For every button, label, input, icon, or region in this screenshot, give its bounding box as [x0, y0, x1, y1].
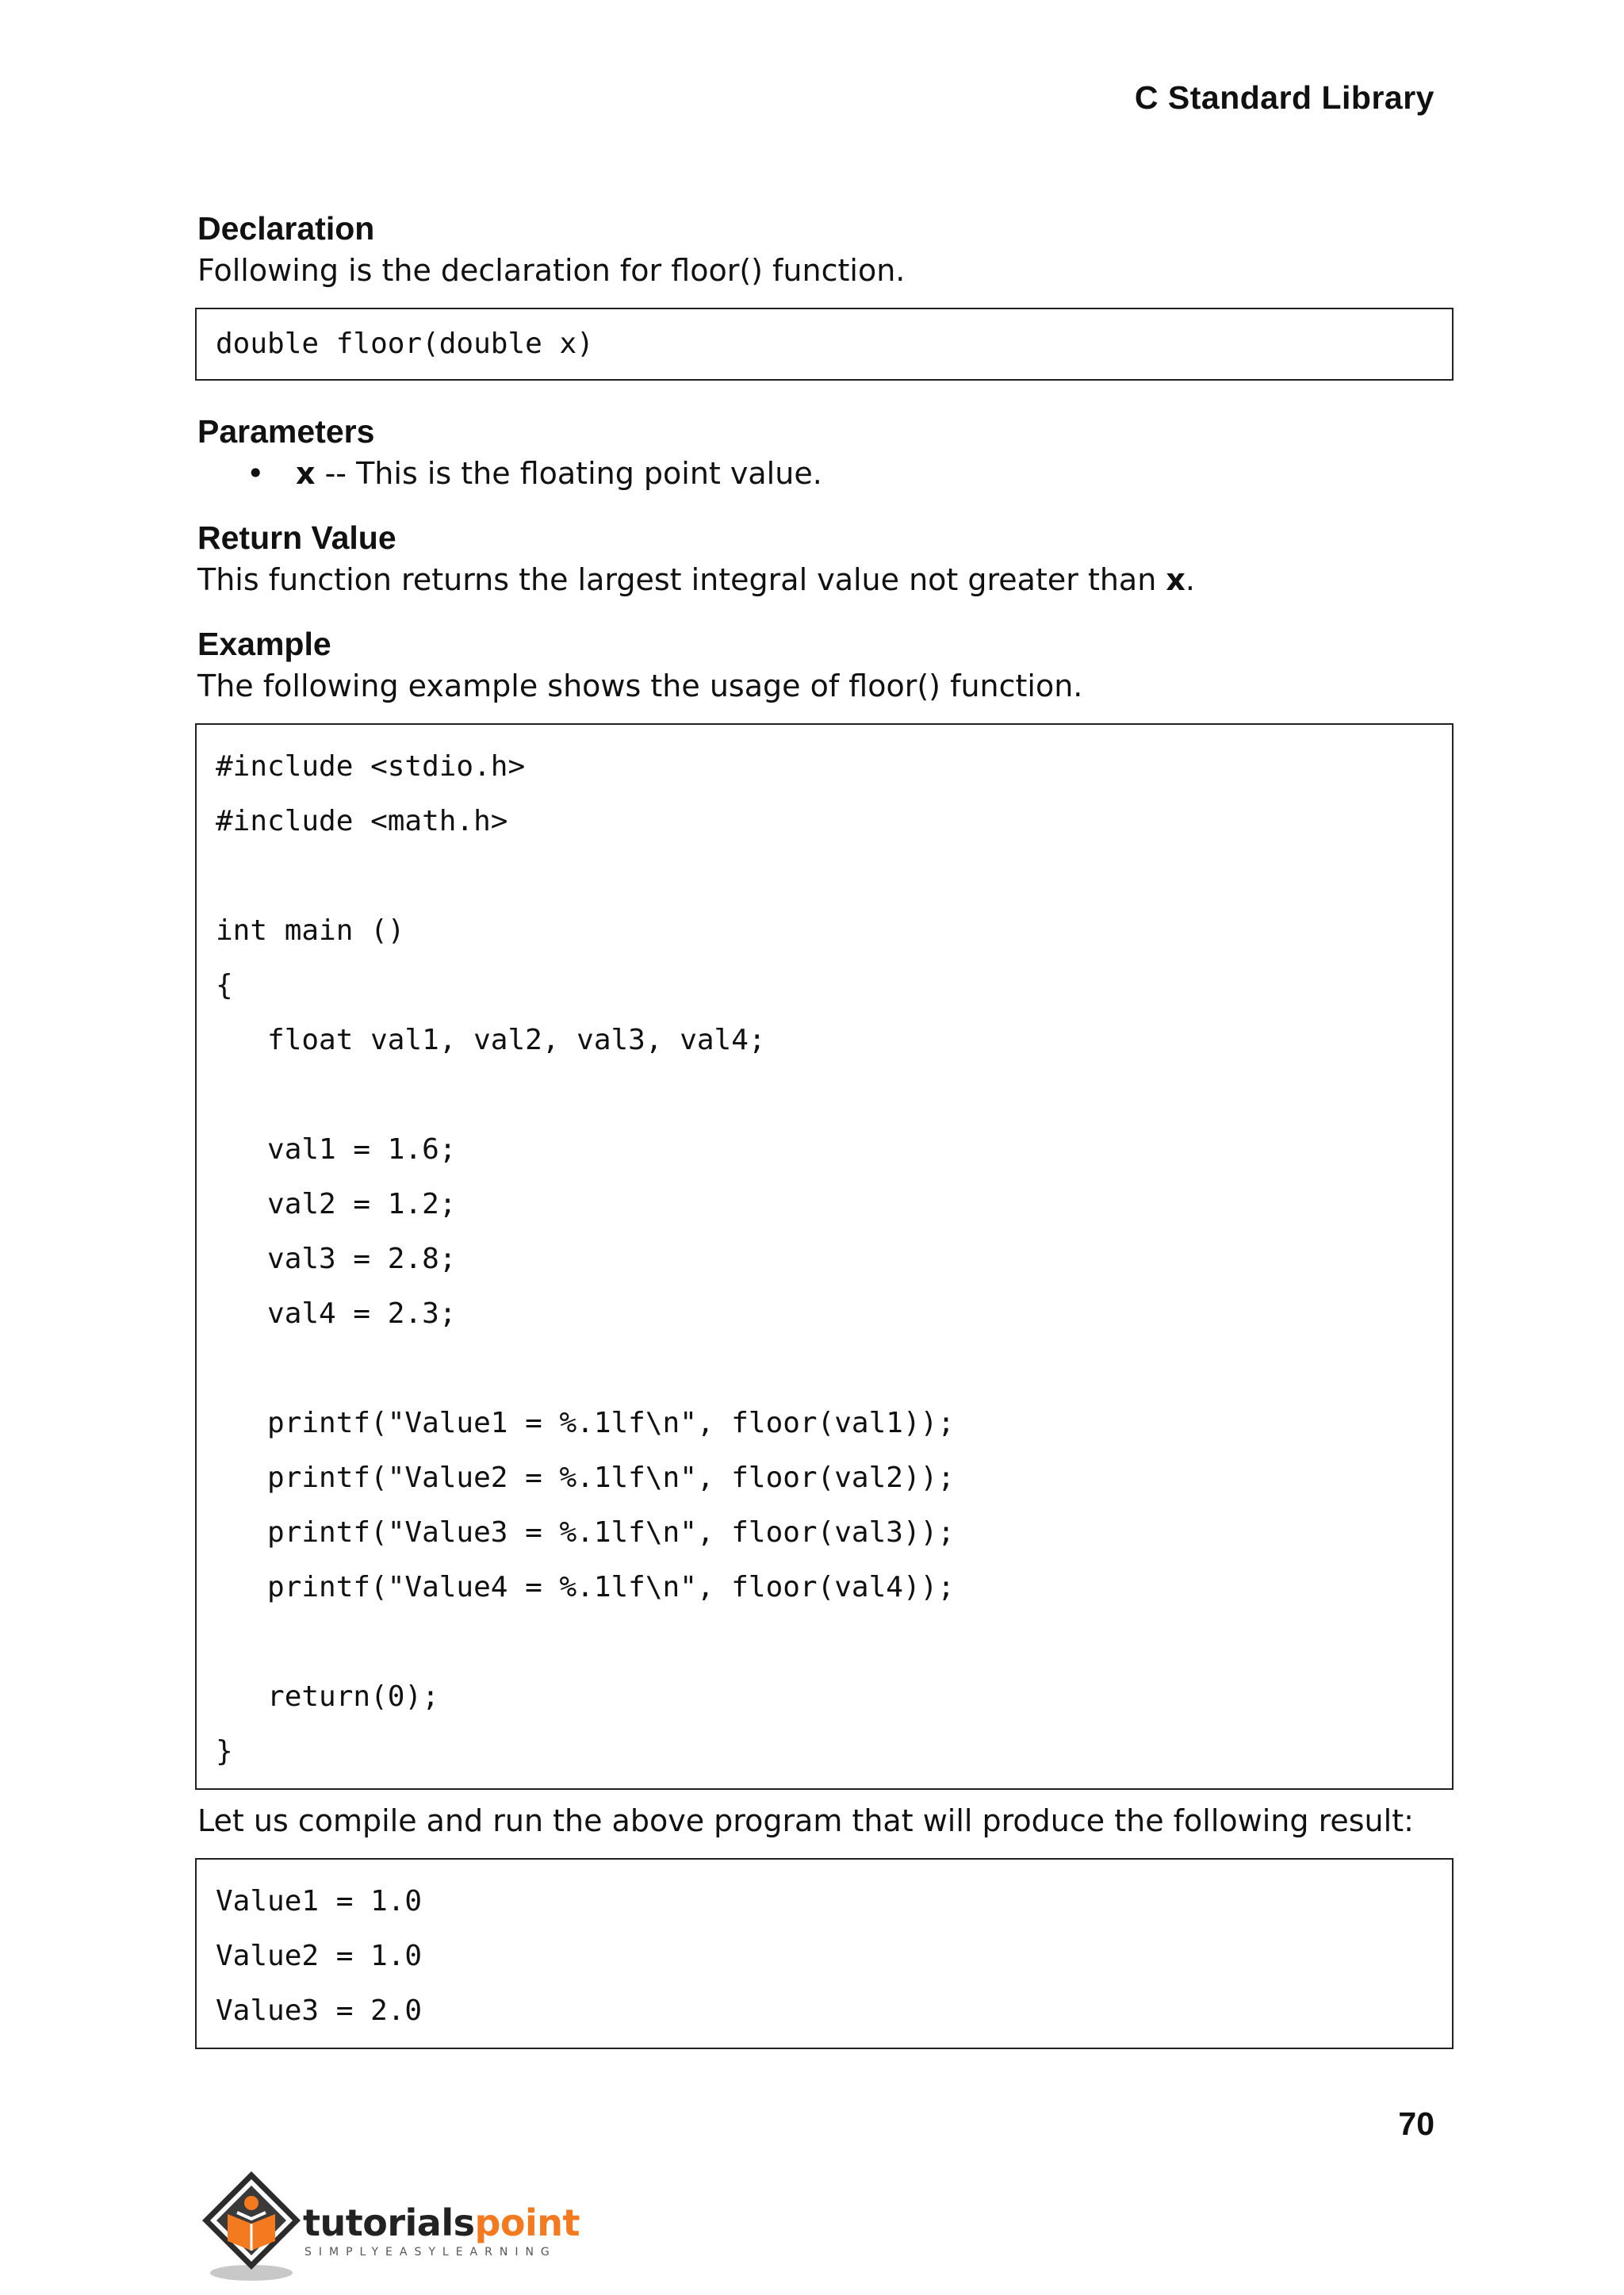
- output-line: Value3 = 2.0: [216, 1994, 423, 2027]
- logo-word-accent: point: [474, 2201, 580, 2244]
- example-code-box: [195, 723, 1454, 1790]
- page-number: 70: [1398, 2105, 1434, 2142]
- code-line: printf("Value1 = %.1lf\n", floor(val1));: [216, 1407, 955, 1439]
- return-value-heading: Return Value: [197, 519, 396, 556]
- parameters-heading: Parameters: [197, 413, 375, 450]
- code-line: }: [216, 1735, 233, 1768]
- code-line: [216, 1341, 1433, 1396]
- code-line: val1 = 1.6;: [216, 1133, 457, 1166]
- declaration-code-box: [195, 308, 1454, 381]
- code-line: [216, 1615, 1433, 1669]
- code-line: return(0);: [216, 1680, 439, 1713]
- code-line: #include <stdio.h>: [216, 750, 526, 783]
- parameter-item: [197, 452, 1454, 495]
- declaration-code: double floor(double x): [216, 328, 594, 360]
- code-line: #include <math.h>: [216, 805, 508, 837]
- code-line: [216, 849, 1433, 903]
- code-line: {: [216, 969, 233, 1002]
- declaration-intro: Following is the declaration for floor() function.: [197, 253, 906, 288]
- code-line: val2 = 1.2;: [216, 1188, 457, 1220]
- bullet-icon: •: [247, 456, 265, 491]
- tutorialspoint-logo: [196, 2165, 580, 2284]
- logo-tagline: SIMPLYEASYLEARNING: [304, 2246, 557, 2259]
- code-line: val3 = 2.8;: [216, 1243, 457, 1275]
- code-line: printf("Value3 = %.1lf\n", floor(val3));: [216, 1516, 955, 1549]
- code-line: int main (): [216, 914, 405, 947]
- return-value-text: [197, 558, 1454, 601]
- page-header-title: C Standard Library: [1134, 79, 1434, 116]
- code-line: val4 = 2.3;: [216, 1297, 457, 1330]
- logo-wordmark: [303, 2201, 580, 2244]
- return-value-emphasis: x: [1166, 562, 1185, 597]
- parameter-name: x: [296, 456, 316, 491]
- return-value-text-main: This function returns the largest integral value not greater than: [197, 562, 1166, 597]
- logo-word-dark: tutorials: [303, 2201, 475, 2244]
- output-line: Value2 = 1.0: [216, 1940, 423, 1972]
- code-line: [216, 1067, 1433, 1122]
- code-line: float val1, val2, val3, val4;: [216, 1024, 766, 1056]
- result-output-box: [195, 1858, 1454, 2049]
- declaration-heading: Declaration: [197, 210, 375, 247]
- code-line: printf("Value4 = %.1lf\n", floor(val4));: [216, 1571, 955, 1603]
- example-intro: The following example shows the usage of floor() function.: [197, 669, 1083, 703]
- code-line: printf("Value2 = %.1lf\n", floor(val2));: [216, 1462, 955, 1494]
- tutorialspoint-logo-icon: [196, 2165, 307, 2284]
- result-intro: Let us compile and run the above program that will produce the following result:: [197, 1803, 1414, 1838]
- example-heading: Example: [197, 626, 331, 662]
- page-content: [197, 208, 1454, 2049]
- parameter-description: -- This is the floating point value.: [315, 456, 822, 491]
- output-line: Value1 = 1.0: [216, 1885, 423, 1918]
- return-value-text-end: .: [1185, 562, 1195, 597]
